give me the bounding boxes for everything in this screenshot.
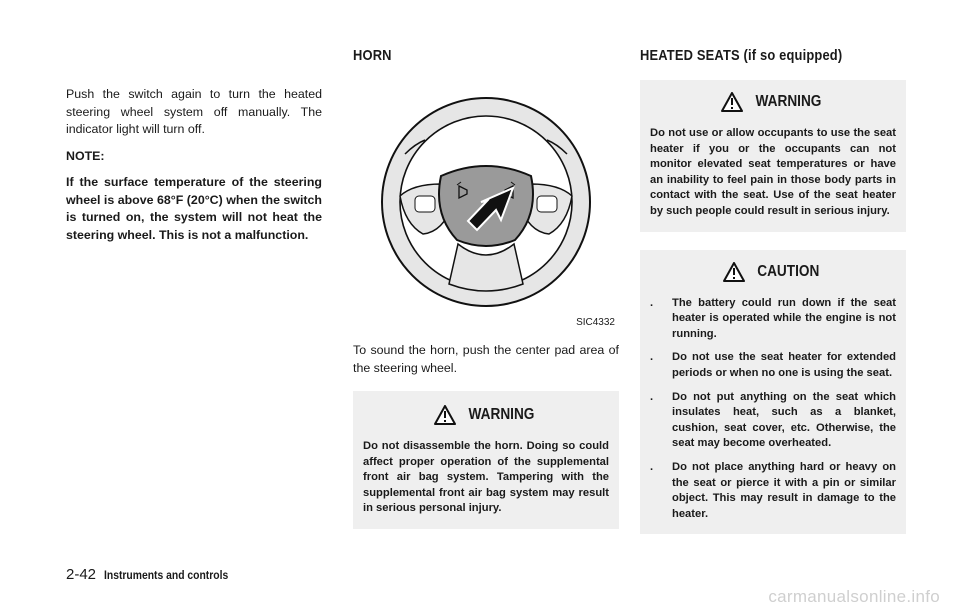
bullet: . (650, 296, 654, 309)
caution-list (650, 296, 896, 523)
figure-code: SIC4332 (576, 317, 615, 328)
caution-item-text: Do not put anything on the seat which insulates heat, such as a blanket, cushion, seat cover, etc. Otherwise, the seat may become overheated. (672, 390, 896, 450)
caution-item-text: The battery could run down if the seat heater is operated while the engine is not running. (672, 296, 896, 340)
horn-warning-title: WARNING (468, 406, 534, 423)
horn-warning-box (353, 391, 619, 529)
section-name: Instruments and controls (104, 570, 229, 582)
watermark: carmanualsonline.info (768, 587, 940, 606)
steering-wheel-figure (353, 84, 619, 332)
seat-warning-title-row (650, 92, 896, 112)
list-item (650, 296, 896, 343)
horn-instruction: To sound the horn, push the center pad area of the steering wheel. (353, 343, 619, 375)
horn-warning-title-row (363, 405, 609, 425)
list-item (650, 390, 896, 452)
list-item (650, 350, 896, 381)
seat-caution-title-row (650, 262, 896, 282)
bullet: . (650, 351, 654, 364)
caution-item-text: Do not use the seat heater for extended periods or when no one is using the seat. (672, 351, 896, 379)
heated-seats-section (640, 47, 906, 534)
note-text: If the surface temperature of the steering wheel is above 68°F (20°C) when the switch is turned on, the system will not heat the steering wheel. This is not a malfunction. (66, 175, 322, 242)
heated-steering-paragraph: Push the switch again to turn the heated steering wheel system off manually. The indicator light will turn off. (66, 87, 322, 136)
seat-warning-box (640, 80, 906, 232)
warning-triangle-icon (434, 405, 456, 425)
note-label: NOTE: (66, 148, 105, 163)
bullet: . (650, 390, 654, 403)
horn-section (353, 47, 619, 529)
seat-caution-title: CAUTION (756, 262, 820, 280)
seat-warning-title: WARNING (755, 93, 821, 110)
page-number: 2-42 (66, 566, 97, 583)
horn-heading: HORN (353, 47, 392, 64)
steering-wheel-illustration (353, 84, 619, 332)
horn-warning-text: Do not disassemble the horn. Doing so could affect proper operation of the supplemental front air bag system. Tampering with the supplemental front air bag system may result in serious personal injury. (363, 440, 609, 515)
page-footer (66, 566, 242, 583)
caution-item-text: Do not place anything hard or heavy on the seat or pierce it with a pin or similar object. This may result in damage to the heater. (672, 460, 896, 520)
seat-warning-text: Do not use or allow occupants to use the seat heater if you or the occupants can not monitor elevated seat temperatures or have an inability to feel pain in those body parts in contact with the seat. Use of the seat heater by such people could result in serious injury. (650, 127, 896, 217)
seat-caution-box (640, 250, 906, 535)
bullet: . (650, 460, 654, 473)
list-item (650, 460, 896, 522)
caution-triangle-icon (723, 262, 745, 282)
left-column (66, 86, 322, 253)
warning-triangle-icon (721, 92, 743, 112)
heated-seats-heading: HEATED SEATS (if so equipped) (640, 47, 843, 64)
